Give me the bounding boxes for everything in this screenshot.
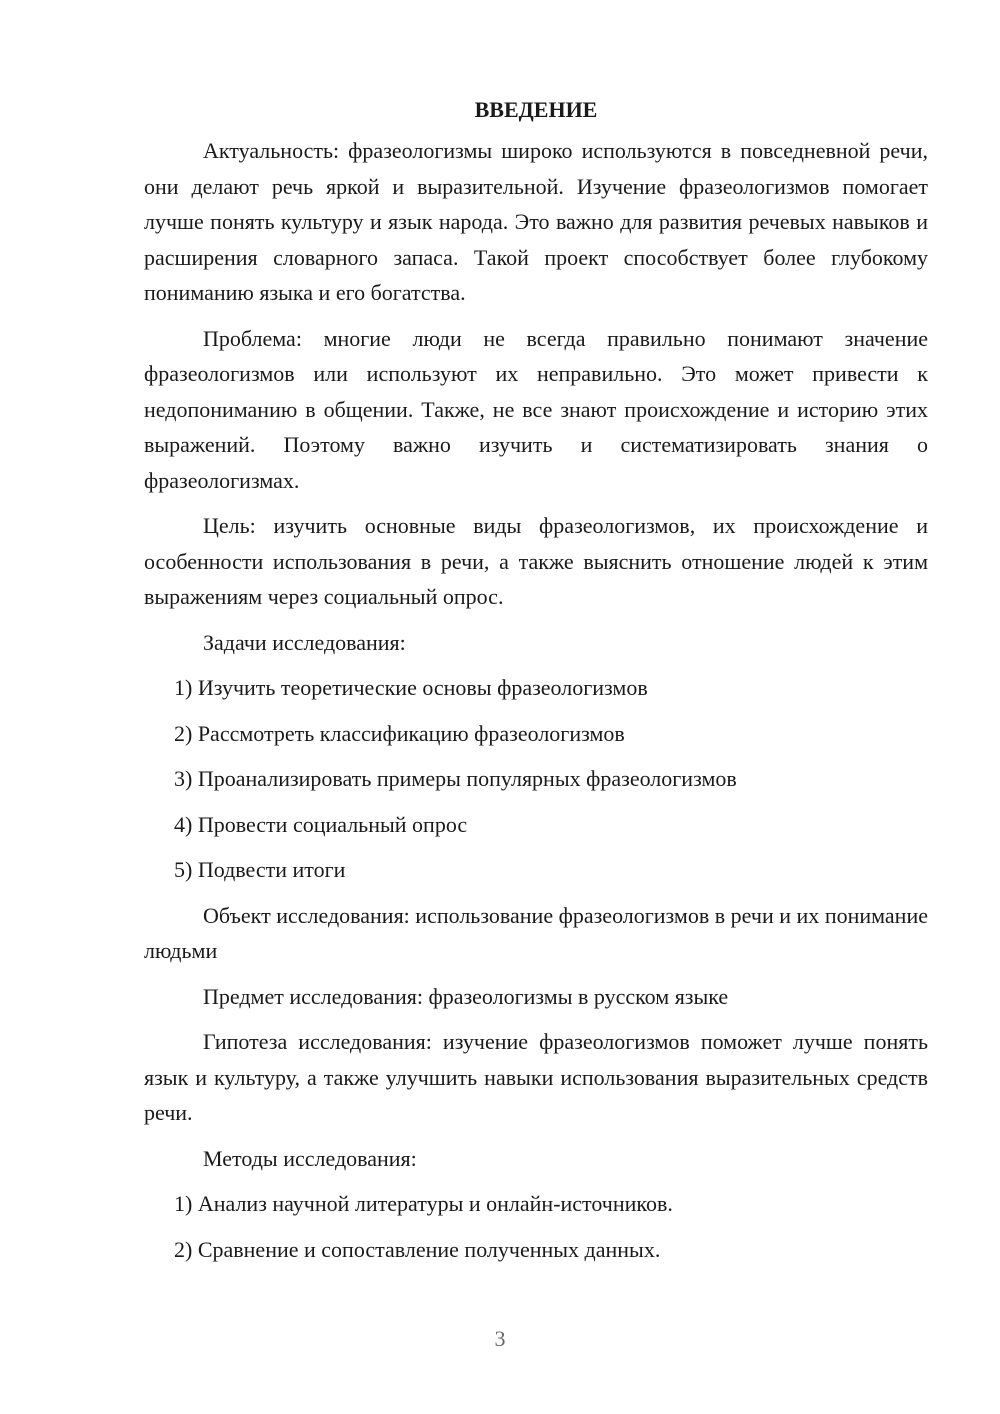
- problem-paragraph: Проблема: многие люди не всегда правильно понимают значение фразеологизмов или используют их неправильно. Это может привести к недопониманию в общении. Также, не все знают происхождение и историю этих выражений. Поэтому важно изучить и систематизировать знания о фразеологизмах.: [144, 325, 928, 493]
- goal-paragraph: Цель: изучить основные виды фразеологизмов, их происхождение и особенности использования в речи, а также выяснить отношение людей к этим выражениям через социальный опрос.: [144, 513, 928, 609]
- relevance-paragraph: Актуальность: фразеологизмы широко используются в повседневной речи, они делают речь яркой и выразительной. Изучение фразеологизмов помогает лучше понять культуру и язык народа. Это важно для развития речевых навыков и расширения словарного запаса. Такой проект способствует более глубокому пониманию языка и его богатства.: [144, 138, 928, 305]
- methods-heading: Методы исследования:: [203, 1145, 417, 1171]
- task-item: 1) Изучить теоретические основы фразеологизмов: [174, 675, 648, 700]
- page-number: 3: [494, 1326, 506, 1351]
- object-paragraph: Объект исследования: использование фразеологизмов в речи и их понимание людьми: [144, 902, 928, 963]
- task-item: 3) Проанализировать примеры популярных фразеологизмов: [174, 766, 737, 791]
- tasks-heading: Задачи исследования:: [203, 629, 406, 655]
- task-item: 5) Подвести итоги: [174, 857, 346, 882]
- subject-paragraph: Предмет исследования: фразеологизмы в русском языке: [203, 983, 729, 1009]
- method-item: 1) Анализ научной литературы и онлайн-источников.: [174, 1191, 673, 1216]
- task-item: 2) Рассмотреть классификацию фразеологизмов: [174, 720, 625, 746]
- method-item: 2) Сравнение и сопоставление полученных данных.: [174, 1236, 661, 1262]
- hypothesis-paragraph: Гипотеза исследования: изучение фразеологизмов поможет лучше понять язык и культуру, а также улучшить навыки использования выразительных средств речи.: [144, 1029, 928, 1125]
- section-title: ВВЕДЕНИЕ: [474, 97, 598, 122]
- document-page: [144, 92, 928, 1277]
- task-item: 4) Провести социальный опрос: [174, 811, 468, 837]
